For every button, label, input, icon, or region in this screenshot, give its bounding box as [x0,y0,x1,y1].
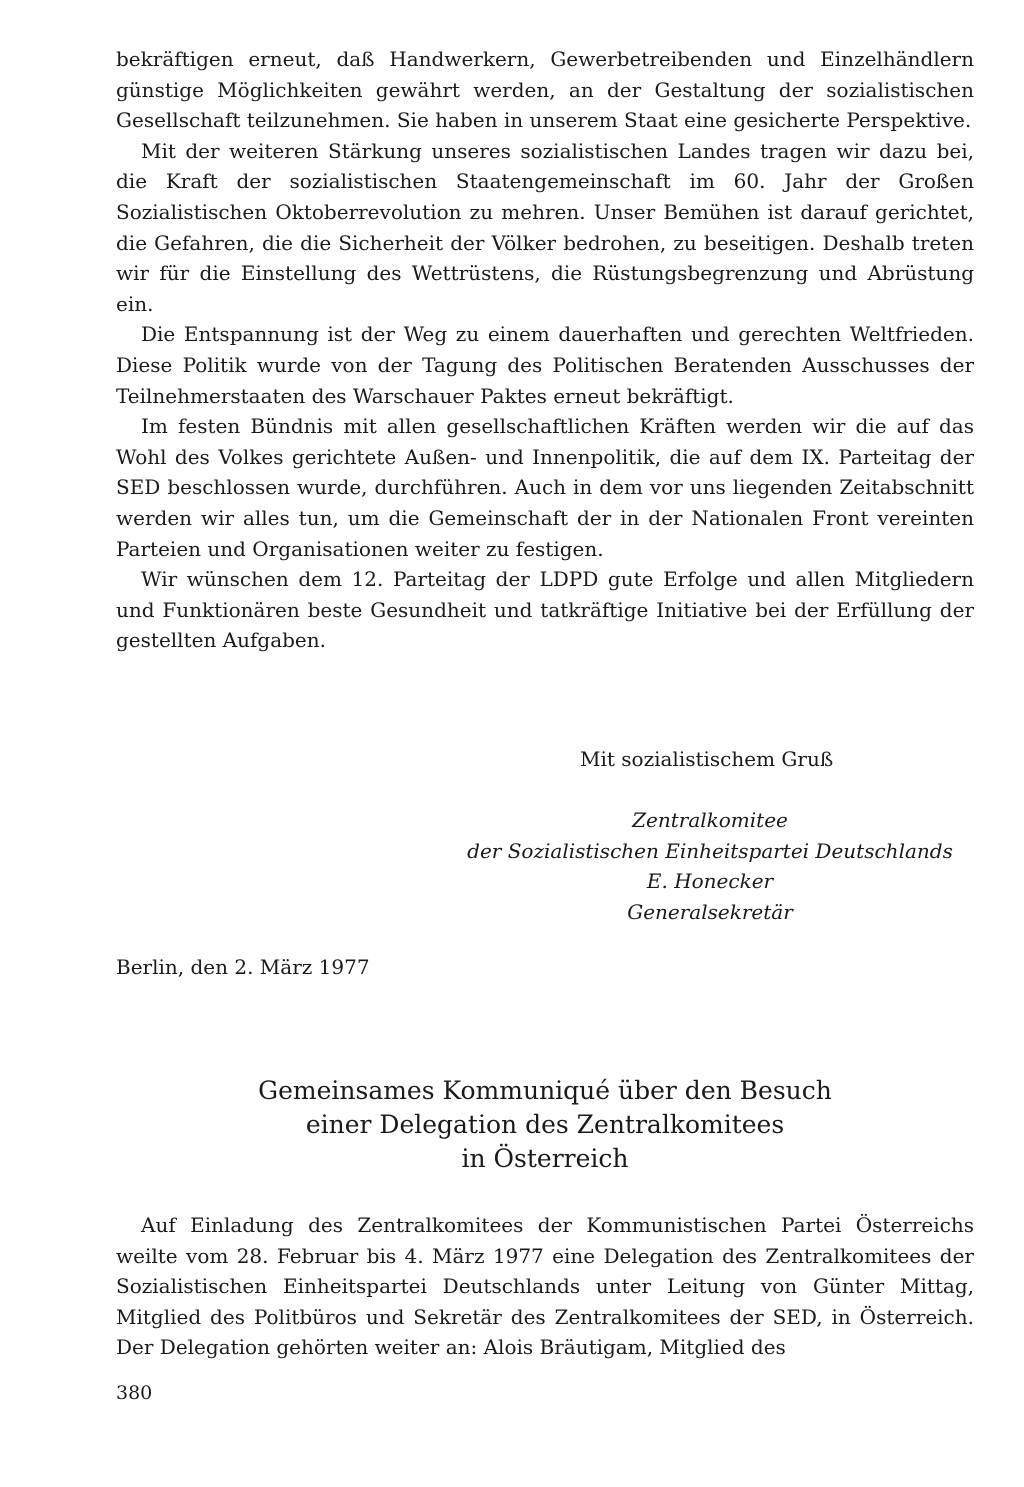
paragraph: Im festen Bündnis mit allen gesellschaftlichen Kräften werden wir die auf das Wohl des Volkes gerichtete Außen- und Innenpolitik, die auf dem IX. Parteitag der SED beschlossen wurde, durchführen. Auch in dem vor uns liegenden Zeitabschnitt werden wir alles tun, um die Gemeinschaft der in der Nationalen Front vereinten Parteien und Organisationen weiter zu festigen. [116,414,974,561]
signature-line-name: E. Honecker [646,869,774,893]
signature-line-party: der Sozialistischen Einheitspartei Deutschlands [467,838,953,863]
paragraph-continuation: bekräftigen erneut, daß Handwerkern, Gewerbetreibenden und Einzelhändlern günstige Möglichkeiten gewährt werden, an der Gestaltung der sozialistischen Gesellschaft teilzunehmen. Sie haben in unserem Staat eine gesicherte Perspektive. [116,47,974,133]
section-heading [116,1074,974,1176]
body-text [116,44,974,656]
closing-greeting: Mit sozialistischem Gruß [580,747,834,771]
heading-line: in Österreich [461,1144,629,1173]
section-body [116,1210,974,1363]
page-number: 380 [116,1382,153,1404]
heading-line: Gemeinsames Kommuniqué über den Besuch [258,1076,832,1105]
paragraph: Wir wünschen dem 12. Parteitag der LDPD gute Erfolge und allen Mitgliedern und Funktionären beste Gesundheit und tatkräftige Initiative bei der Erfüllung der gestellten Aufgaben. [116,567,974,653]
signature-line-title: Generalsekretär [627,899,793,924]
dateline: Berlin, den 2. März 1977 [116,955,370,979]
signature-block [440,805,980,927]
signature-line-organization: Zentralkomitee [632,808,788,832]
section-paragraph: Auf Einladung des Zentralkomitees der Kommunistischen Partei Österreichs weilte vom 28. Februar bis 4. März 1977 eine Delegation des Zentralkomitees der Sozialistischen Einheitspartei Deutschlands unter Leitung von Günter Mittag, Mitglied des Politbüros und Sekretär des Zentralkomitees der SED, in Österreich. Der Delegation gehörten weiter an: Alois Bräutigam, Mitglied des [116,1213,974,1360]
paragraph: Mit der weiteren Stärkung unseres sozialistischen Landes tragen wir dazu bei, die Kraft der sozialistischen Staatengemeinschaft im 60. Jahr der Großen Sozialistischen Oktoberrevolution zu mehren. Unser Bemühen ist darauf gerichtet, die Gefahren, die die Sicherheit der Völker bedrohen, zu beseitigen. Deshalb treten wir für die Einstellung des Wettrüstens, die Rüstungsbegrenzung und Abrüstung ein. [116,138,974,316]
paragraph: Die Entspannung ist der Weg zu einem dauerhaften und gerechten Weltfrieden. Diese Politik wurde von der Tagung des Politischen Beratenden Ausschusses der Teilnehmerstaaten des Warschauer Paktes erneut bekräftigt. [116,322,974,408]
heading-line: einer Delegation des Zentralkomitees [305,1110,785,1139]
